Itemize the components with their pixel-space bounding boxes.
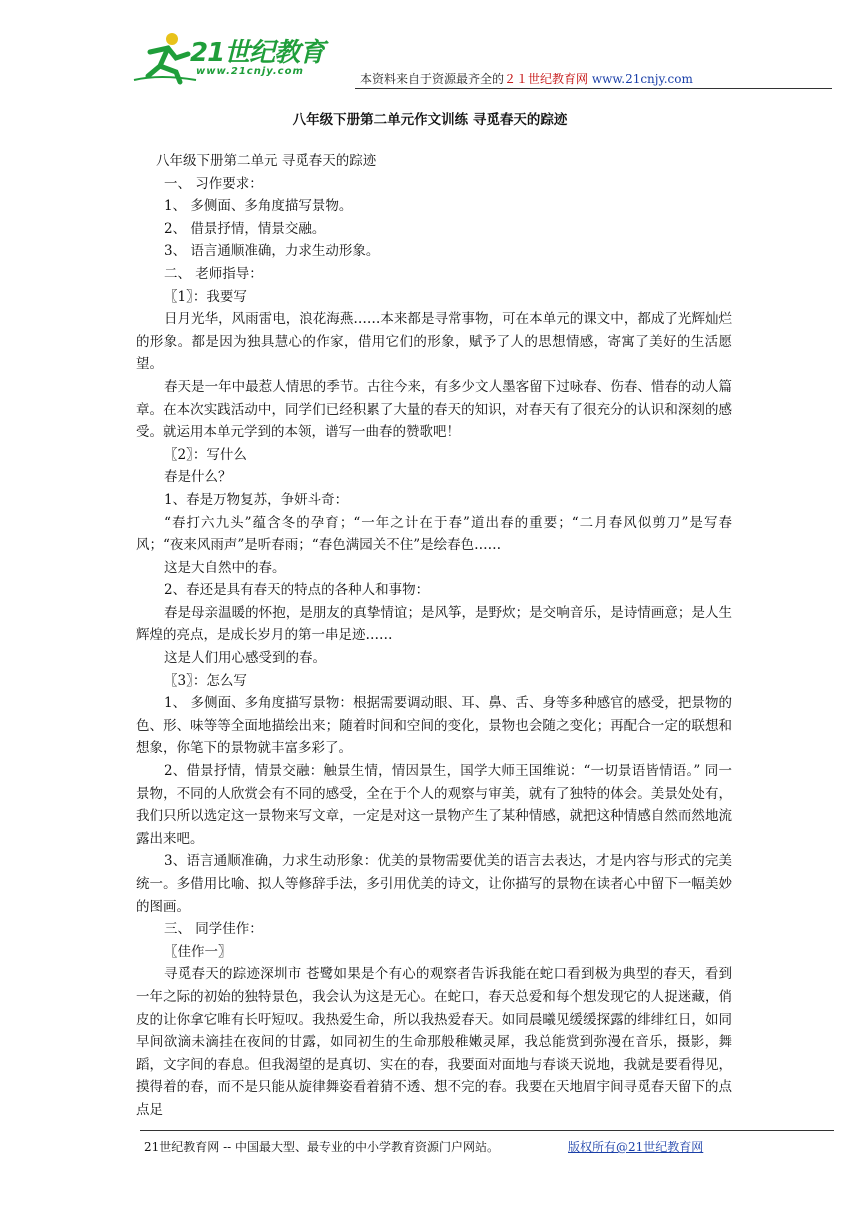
requirement-item: 2、 借景抒情，情景交融。 [164, 220, 326, 237]
body-paragraph: 3、语言通顺准确，力求生动形象：优美的景物需要优美的语言去表达，才是内容与形式的完美统一。多借用比喻、拟人等修辞手法，多引用优美的诗文，让你描写的景物在读者心中留下一幅美妙的图画。 [136, 853, 732, 915]
body-paragraph: 这是大自然中的春。 [164, 559, 286, 576]
unit-heading: 八年级下册第二单元 寻觅春天的踪迹 [156, 153, 377, 169]
essay-paragraph: 寻觅春天的踪迹深圳市 苍鹭如果是个有心的观察者告诉我能在蛇口看到极为典型的春天，看到一年之际的初始的独特景色，我会认为这是无心。在蛇口，春天总爱和每个想发现它的人捉迷藏，俏皮的让你拿它唯有长吁短叹。我热爱生命，所以我热爱春天。如同晨曦见缓缓探露的绯绯红日，如同早间欲滴未滴挂在夜间的甘露，如同初生的生命那般稚嫩灵犀，我总能赏到弥漫在音乐，摄影，舞蹈，文字间的春息。但我渴望的是真切、实在的春，我要面对面地与春谈天说地，我就是要看得见，摸得着的春，而不是只能从旋律舞姿看着猜不透、想不完的春。我要在天地眉宇间寻觅春天留下的点点足 [136, 966, 732, 1118]
body-paragraph: 春天是一年中最惹人情思的季节。古往今来，有多少文人墨客留下过咏春、伤春、惜春的动人篇章。在本次实践活动中，同学们已经积累了大量的春天的知识，对春天有了很充分的认识和深刻的感受。就运用本单元学到的本领，谱写一曲春的赞歌吧！ [136, 378, 732, 441]
tagline-prefix: 本资料来自于资源最齐全的 [360, 72, 505, 86]
body-paragraph: 2、春还是具有春天的特点的各种人和事物： [164, 582, 430, 599]
body-paragraph: 春是什么？ [164, 469, 232, 486]
document-body [136, 150, 732, 1122]
subsection-heading: 〖佳作一〗 [164, 943, 232, 960]
header-tagline [360, 70, 693, 87]
subsection-heading: 〖1〗：我要写 [164, 288, 247, 305]
site-logo [130, 30, 340, 86]
section-heading: 三、 同学佳作： [164, 921, 263, 938]
section-heading: 二、 老师指导： [164, 265, 263, 282]
footer-divider [140, 1130, 834, 1131]
requirement-item: 3、 语言通顺准确，力求生动形象。 [164, 243, 380, 260]
page-header [130, 30, 832, 90]
body-paragraph: 1、 多侧面、多角度描写景物：根据需要调动眼、耳、鼻、舌、身等多种感官的感受，把景物的色、形、味等等全面地描绘出来；随着时间和空间的变化，景物也会随之变化；再配合一定的联想和想象，你笔下的景物就丰富多彩了。 [136, 695, 732, 757]
document-title: 八年级下册第二单元作文训练 寻觅春天的踪迹 [292, 112, 568, 128]
body-paragraph: 日月光华，风雨雷电，浪花海燕……本来都是寻常事物，可在本单元的课文中，都成了光辉灿烂的形象。都是因为独具慧心的作家，借用它们的形象，赋予了人的思想情感，寄寓了美好的生活愿望。 [136, 311, 732, 373]
footer-text: 21世纪教育网 -- 中国最大型、最专业的中小学教育资源门户网站。 [144, 1140, 500, 1154]
body-paragraph: “春打六九头”蕴含冬的孕育；“一年之计在于春”道出春的重要；“二月春风似剪刀”是写春风；“夜来风雨声”是听春雨；“春色满园关不住”是绘春色…… [136, 514, 732, 554]
subsection-heading: 〖3〗：怎么写 [164, 672, 247, 689]
subsection-heading: 〖2〗：写什么 [164, 446, 247, 463]
tagline-site-name: ２１世纪教育网 [504, 72, 589, 86]
requirement-item: 1、 多侧面、多角度描写景物。 [164, 198, 353, 215]
footer-copyright-link[interactable]: 版权所有@21世纪教育网 [568, 1140, 704, 1154]
body-paragraph: 这是人们用心感受到的春。 [164, 650, 326, 667]
body-paragraph: 2、借景抒情，情景交融：触景生情，情因景生，国学大师王国维说：“一切景语皆情语。” 同一景物，不同的人欣赏会有不同的感受，全在于个人的观察与审美，就有了独特的体会。美景处处有，我们只所以选定这一景物来写文章，一定是对这一景物产生了某种情感，就把这种情感自然而然地流露出来吧。 [136, 763, 732, 847]
header-divider [355, 88, 832, 89]
body-paragraph: 春是母亲温暖的怀抱，是朋友的真挚情谊；是风筝，是野炊；是交响音乐，是诗情画意；是人生辉煌的亮点，是成长岁月的第一串足迹…… [136, 604, 732, 644]
body-paragraph: 1、春是万物复苏，争妍斗奇： [164, 491, 349, 508]
logo-url: www.21cnjy.com [196, 66, 304, 77]
section-heading: 一、 习作要求： [164, 175, 263, 192]
tagline-url[interactable]: www.21cnjy.com [591, 72, 693, 86]
logo-text: 21世纪教育 [190, 38, 325, 68]
